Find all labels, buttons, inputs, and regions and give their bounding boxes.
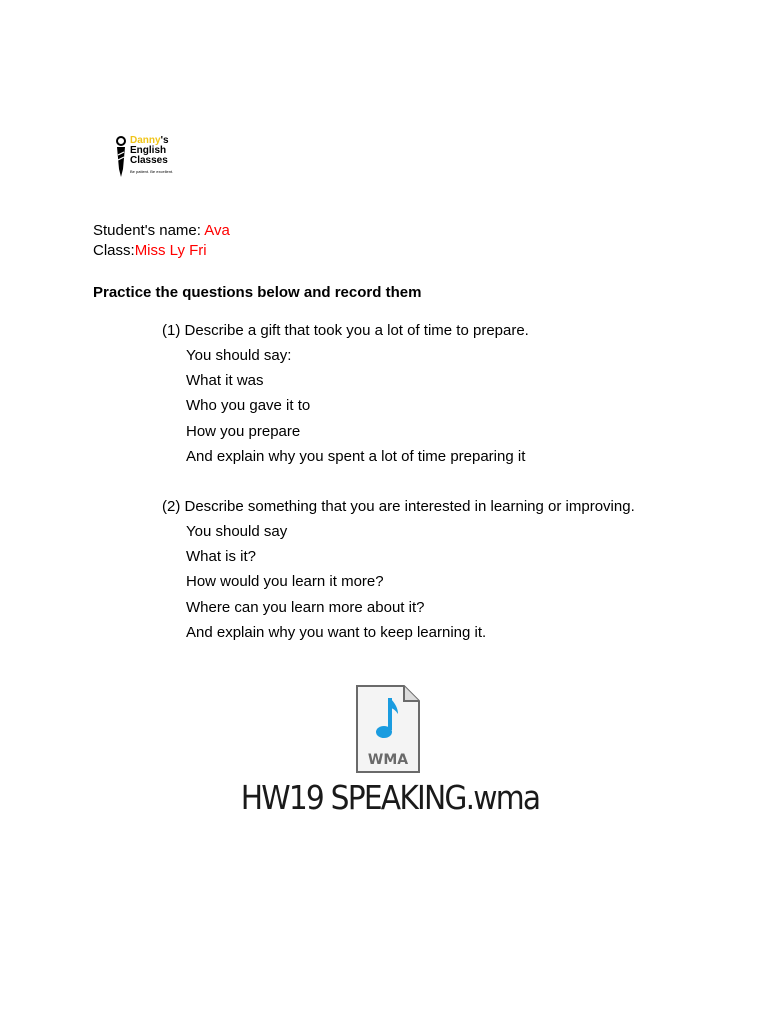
logo-wordmark: Danny's English Classes xyxy=(130,135,169,166)
prompt-line: And explain why you spent a lot of time preparing it xyxy=(186,447,526,465)
question-1-title: (1) Describe a gift that took you a lot of time to prepare. xyxy=(162,322,529,339)
question-2-title: (2) Describe something that you are interested in learning or improving. xyxy=(162,498,635,515)
student-name-value: Ava xyxy=(204,222,230,239)
prompt-line: You should say xyxy=(186,523,288,540)
class-value: Miss Ly Fri xyxy=(134,241,207,259)
question-2-prompts xyxy=(186,519,486,645)
audio-attachment[interactable] xyxy=(354,684,422,774)
instructions-heading: Practice the questions below and record them xyxy=(93,284,422,301)
pen-nib-icon xyxy=(112,135,130,179)
prompt-line: How you prepare xyxy=(186,422,301,440)
prompt-line: What it was xyxy=(186,372,264,390)
prompt-line: You should say: xyxy=(186,347,292,364)
prompt-line: How would you learn it more? xyxy=(186,573,384,591)
brand-logo xyxy=(112,135,192,180)
prompt-line: What is it? xyxy=(186,548,257,566)
prompt-line: Who you gave it to xyxy=(186,397,311,415)
student-info xyxy=(93,221,230,260)
logo-tagline: Be patient. Be excellent. xyxy=(130,169,174,174)
attachment-filename[interactable]: HW19 SPEAKING.wma xyxy=(240,778,540,817)
audio-file-icon xyxy=(354,684,422,774)
student-name-label: Student's name: xyxy=(93,222,205,239)
class-label: Class: xyxy=(93,241,135,259)
student-name-row xyxy=(93,221,230,241)
class-row xyxy=(93,241,230,261)
prompt-line: Where can you learn more about it? xyxy=(186,598,425,616)
svg-text:WMA: WMA xyxy=(367,752,409,768)
question-1-prompts xyxy=(186,343,525,469)
prompt-line: And explain why you want to keep learning it. xyxy=(186,623,487,641)
